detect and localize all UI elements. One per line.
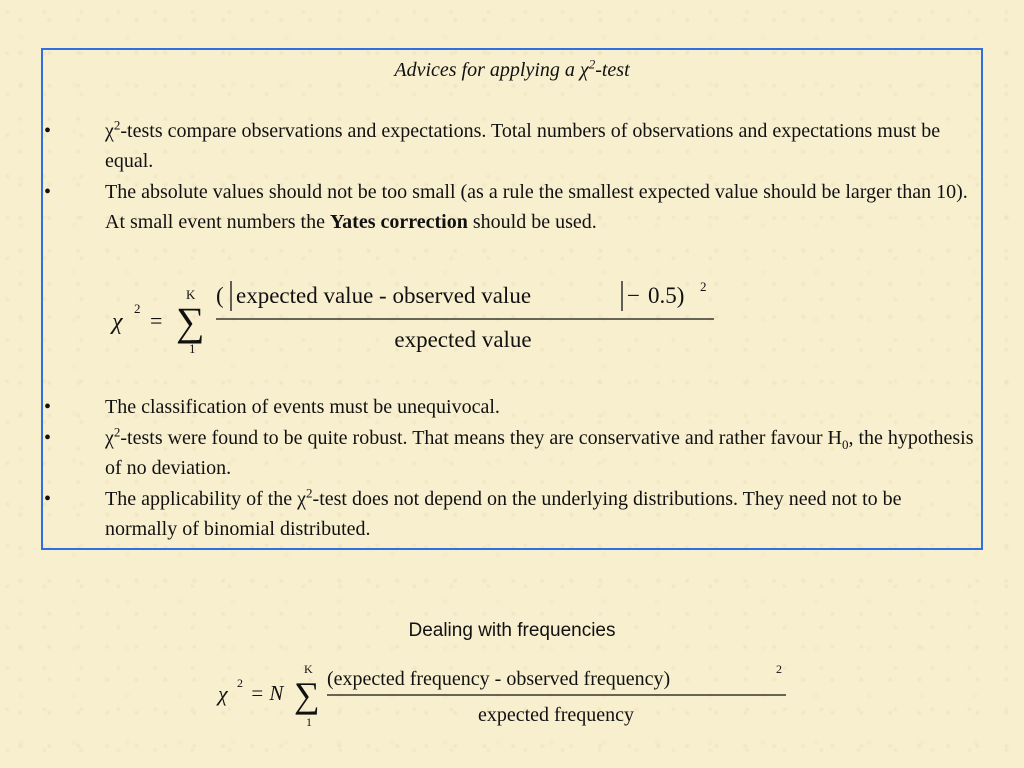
formula2-denominator: expected frequency bbox=[477, 704, 635, 726]
bullet-icon: • bbox=[44, 396, 52, 418]
formula1-denominator: expected value bbox=[394, 327, 532, 352]
formula2-sum-upper: K bbox=[304, 662, 313, 676]
formula1-num-exp: 2 bbox=[700, 279, 707, 294]
bullet-text: $\chi^2$-tests compare observations and expectations. Total numbers of observations and expectations must be equal. bbox=[105, 117, 941, 172]
frequency-formula bbox=[210, 655, 800, 735]
formula1-lhs: χ bbox=[112, 309, 123, 335]
formula2-numerator: (expected frequency - observed frequency) bbox=[327, 668, 671, 690]
formula1-numerator: expected value - observed value bbox=[236, 283, 532, 308]
frequencies-heading: Dealing with frequencies bbox=[408, 620, 616, 641]
bullet-text: The applicability of the $\chi^2$-test does not depend on the underlying distributions. They need not to be normally of binomial distributed. bbox=[105, 485, 902, 540]
formula1-open-paren: ( bbox=[216, 283, 224, 308]
formula2-lhs-exp: 2 bbox=[237, 676, 243, 690]
formula1-equals: = bbox=[150, 308, 163, 333]
bullet-icon: • bbox=[44, 427, 52, 449]
bullet-text: The absolute values should not be too small (as a rule the smallest expected value should be larger than 10). At small event numbers the Yates correction should be used. bbox=[105, 181, 968, 233]
box-title: Advices for applying a $\chi^2$-test bbox=[394, 56, 630, 81]
formula1-sum: ∑ bbox=[176, 299, 205, 344]
formula1-constant: 0.5) bbox=[648, 283, 685, 308]
bullet-icon: • bbox=[44, 120, 52, 142]
formula1-sum-upper: K bbox=[186, 287, 196, 302]
formula1-minus: − bbox=[627, 283, 640, 308]
bullet-icon: • bbox=[44, 181, 52, 203]
formula2-sum-lower: 1 bbox=[306, 715, 312, 729]
yates-formula bbox=[100, 275, 740, 365]
formula2-sum: ∑ bbox=[294, 675, 320, 715]
formula1-sum-lower: 1 bbox=[189, 341, 196, 356]
yates-correction-term: Yates correction bbox=[329, 211, 468, 233]
formula2-num-exp: 2 bbox=[776, 662, 782, 676]
bullet-icon: • bbox=[44, 488, 52, 510]
formula2-equals-n: = N bbox=[250, 681, 284, 705]
formula2-lhs: χ bbox=[218, 681, 228, 706]
bullet-text: $\chi^2$-tests were found to be quite robust. That means they are conservative and rather favour $H_0$, the hypothesis of no deviation. bbox=[105, 424, 974, 479]
formula1-lhs-exp: 2 bbox=[134, 301, 141, 316]
bullet-text: The classification of events must be unequivocal. bbox=[105, 396, 500, 418]
